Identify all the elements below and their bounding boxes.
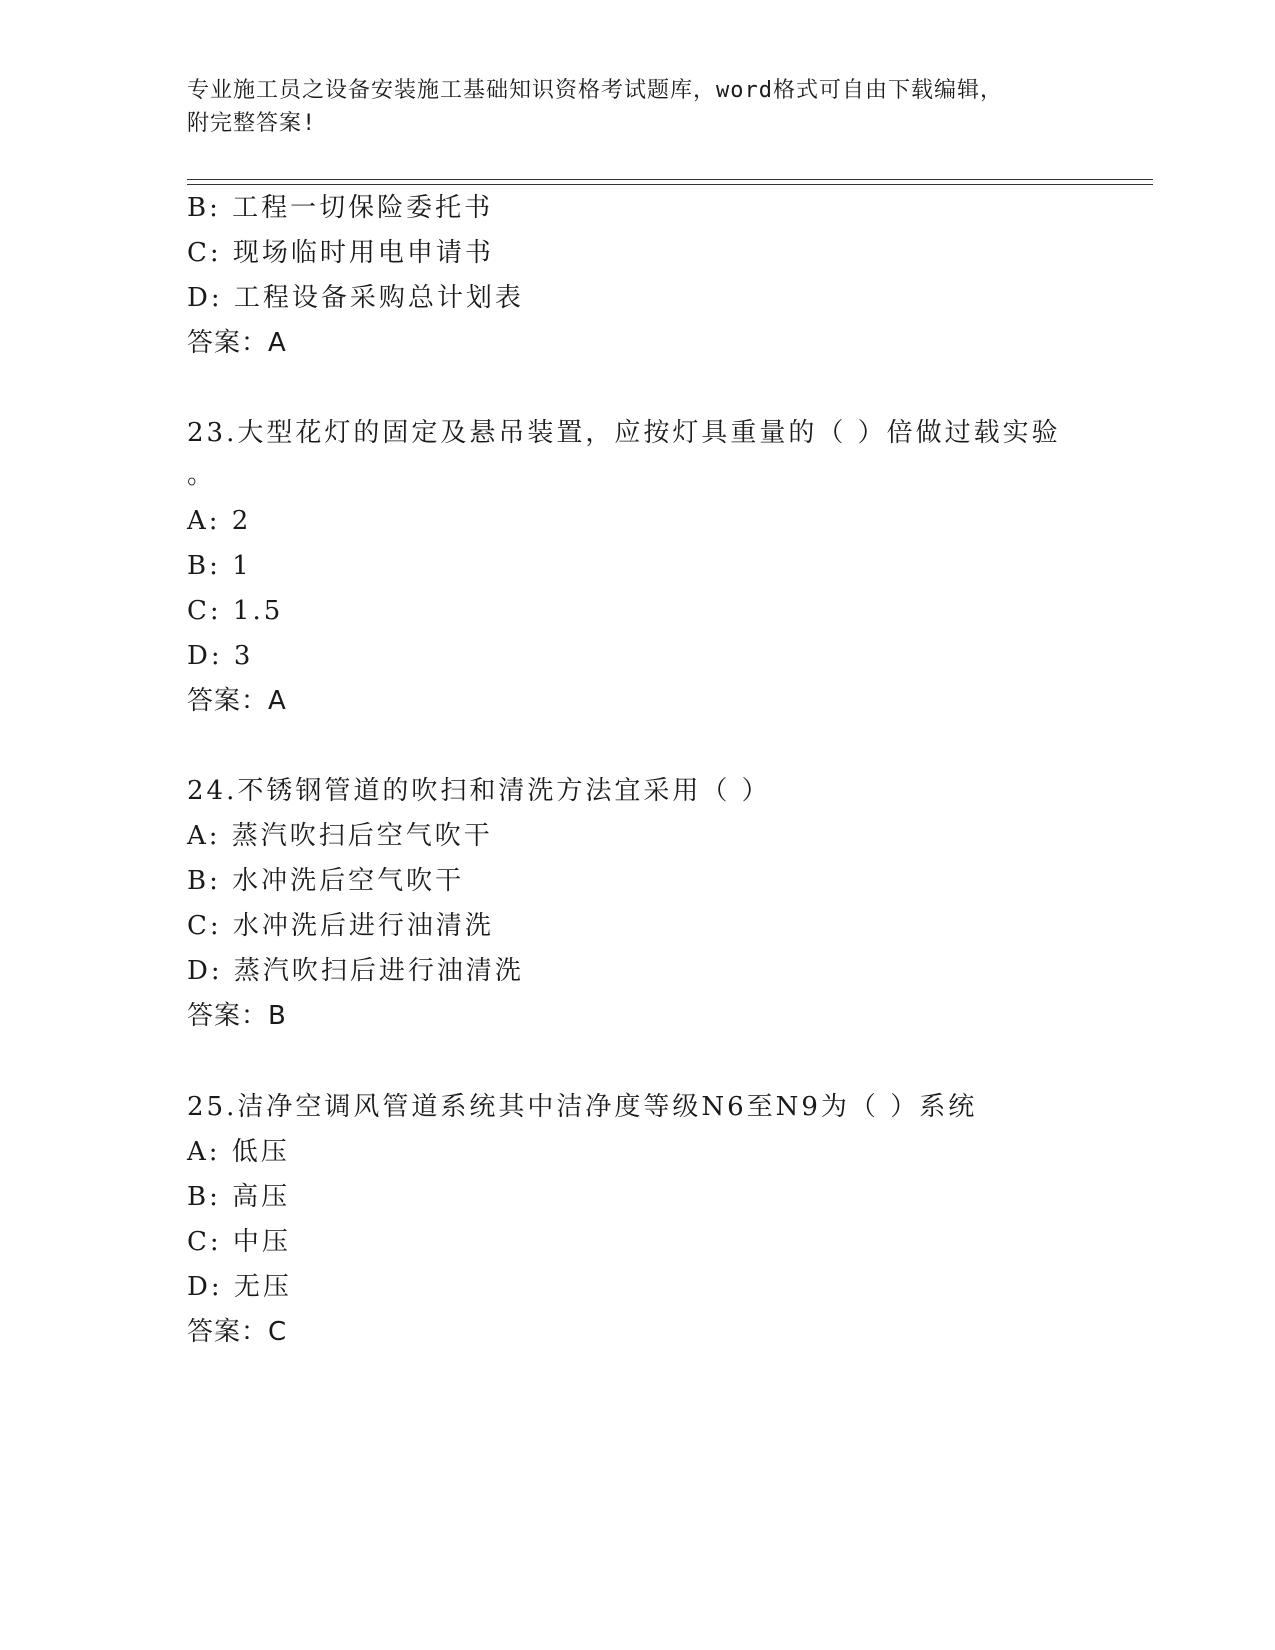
q22-option-d: D: 工程设备采购总计划表 xyxy=(187,283,524,313)
q25-answer: 答案：C xyxy=(187,1317,288,1347)
q22-option-b: B: 工程一切保险委托书 xyxy=(187,193,494,223)
q22-option-c: C: 现场临时用电申请书 xyxy=(187,238,494,268)
q24-answer: 答案：B xyxy=(187,1001,287,1031)
q24-option-c: C: 水冲洗后进行油清洗 xyxy=(187,911,494,941)
q25-option-c: C: 中压 xyxy=(187,1227,291,1257)
document-header xyxy=(187,74,1067,140)
header-divider-bottom xyxy=(187,184,1153,185)
q25-option-a: A: 低压 xyxy=(187,1137,290,1167)
header-divider-top xyxy=(187,179,1153,180)
q23-answer: 答案：A xyxy=(187,686,287,716)
q23-question-cont: 。 xyxy=(187,460,217,490)
q24-option-b: B: 水冲洗后空气吹干 xyxy=(187,866,465,896)
q24-question: 24.不锈钢管道的吹扫和清洗方法宜采用（ ） xyxy=(187,776,771,806)
q23-question: 23.大型花灯的固定及悬吊装置，应按灯具重量的（ ）倍做过载实验 xyxy=(187,418,1061,448)
q24-option-a: A: 蒸汽吹扫后空气吹干 xyxy=(187,821,493,851)
header-line-1: 专业施工员之设备安装施工基础知识资格考试题库，word格式可自由下载编辑， xyxy=(187,78,1003,103)
q25-question: 25.洁净空调风管道系统其中洁净度等级N6至N9为（ ）系统 xyxy=(187,1092,978,1122)
q23-option-c: C: 1.5 xyxy=(187,596,284,626)
header-line-2: 附完整答案! xyxy=(187,111,317,136)
q22-answer: 答案：A xyxy=(187,328,287,358)
q25-option-d: D: 无压 xyxy=(187,1272,292,1302)
q24-option-d: D: 蒸汽吹扫后进行油清洗 xyxy=(187,956,524,986)
q23-option-d: D: 3 xyxy=(187,641,254,671)
q23-option-b: B: 1 xyxy=(187,551,252,581)
q25-option-b: B: 高压 xyxy=(187,1182,291,1212)
q23-option-a: A: 2 xyxy=(187,506,252,536)
